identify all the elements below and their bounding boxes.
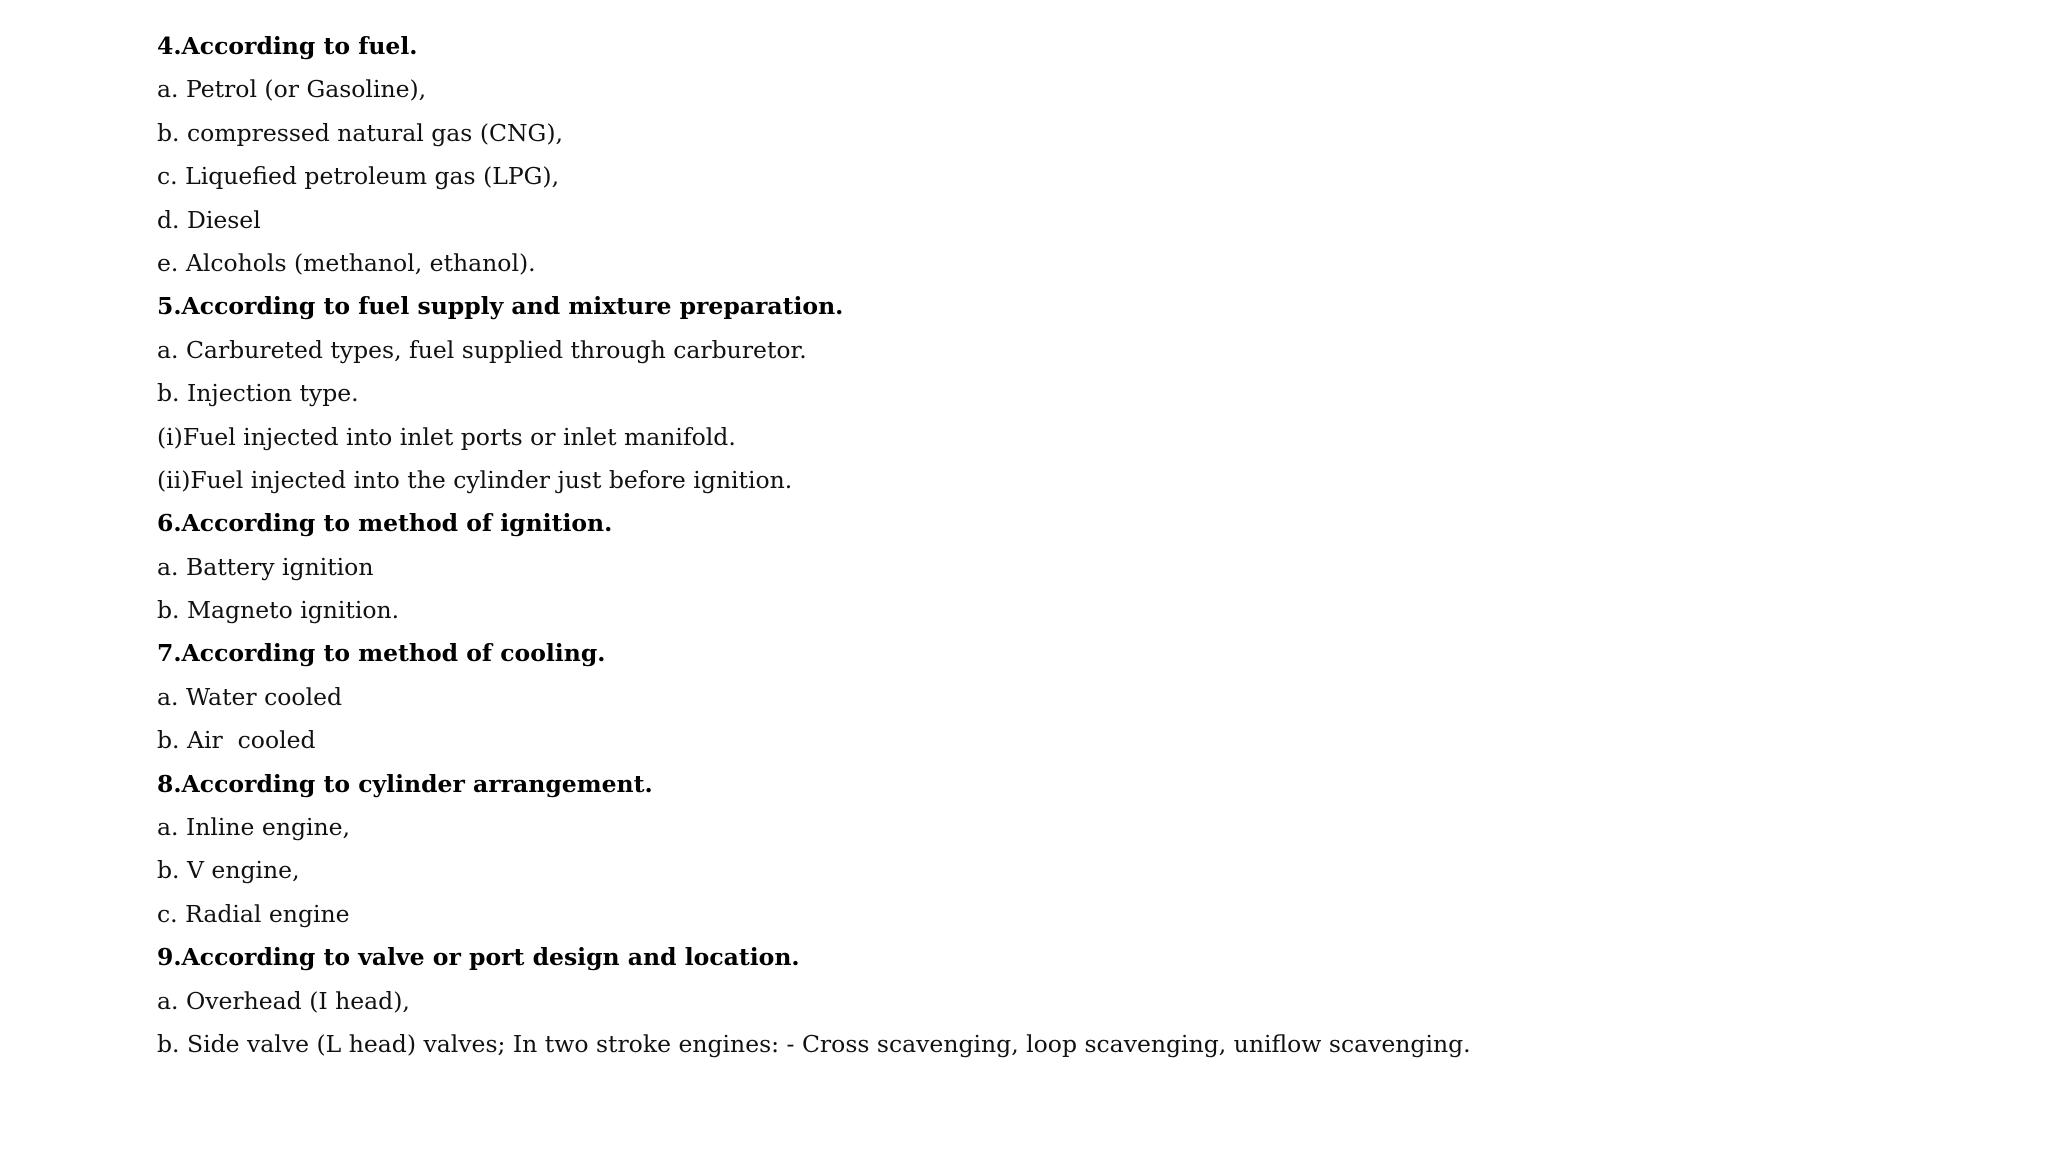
section-heading-fuel-supply: 5.According to fuel supply and mixture preparation. [157, 292, 844, 321]
list-item: a. Overhead (I head), [157, 986, 410, 1015]
list-item: a. Inline engine, [157, 813, 351, 842]
list-item: b. Air cooled [157, 726, 316, 755]
list-item: d. Diesel [157, 205, 261, 234]
list-item: b. Side valve (L head) valves; In two stroke engines: - Cross scavenging, loop scavenging, uniflow scavenging. [157, 1029, 1471, 1058]
list-item: b. compressed natural gas (CNG), [157, 118, 563, 147]
list-item: (i)Fuel injected into inlet ports or inlet manifold. [157, 422, 736, 451]
section-heading-cylinder-arrangement: 8.According to cylinder arrangement. [157, 769, 653, 798]
list-item: a. Water cooled [157, 682, 343, 711]
section-heading-fuel: 4.According to fuel. [157, 32, 418, 60]
section-heading-ignition: 6.According to method of ignition. [157, 509, 613, 538]
list-item: b. Magneto ignition. [157, 596, 400, 625]
list-item: a. Carbureted types, fuel supplied through carburetor. [157, 335, 807, 364]
list-item: (ii)Fuel injected into the cylinder just before ignition. [157, 465, 793, 494]
list-item: a. Petrol (or Gasoline), [157, 75, 427, 104]
list-item: b. V engine, [157, 856, 300, 885]
list-item: e. Alcohols (methanol, ethanol). [157, 248, 536, 277]
section-heading-cooling: 7.According to method of cooling. [157, 639, 606, 668]
list-item: a. Battery ignition [157, 552, 374, 581]
list-item: c. Liquefied petroleum gas (LPG), [157, 162, 560, 191]
section-heading-valve-design: 9.According to valve or port design and location. [157, 943, 800, 972]
document-page [157, 25, 1957, 1066]
list-item: b. Injection type. [157, 379, 359, 408]
list-item: c. Radial engine [157, 899, 350, 928]
